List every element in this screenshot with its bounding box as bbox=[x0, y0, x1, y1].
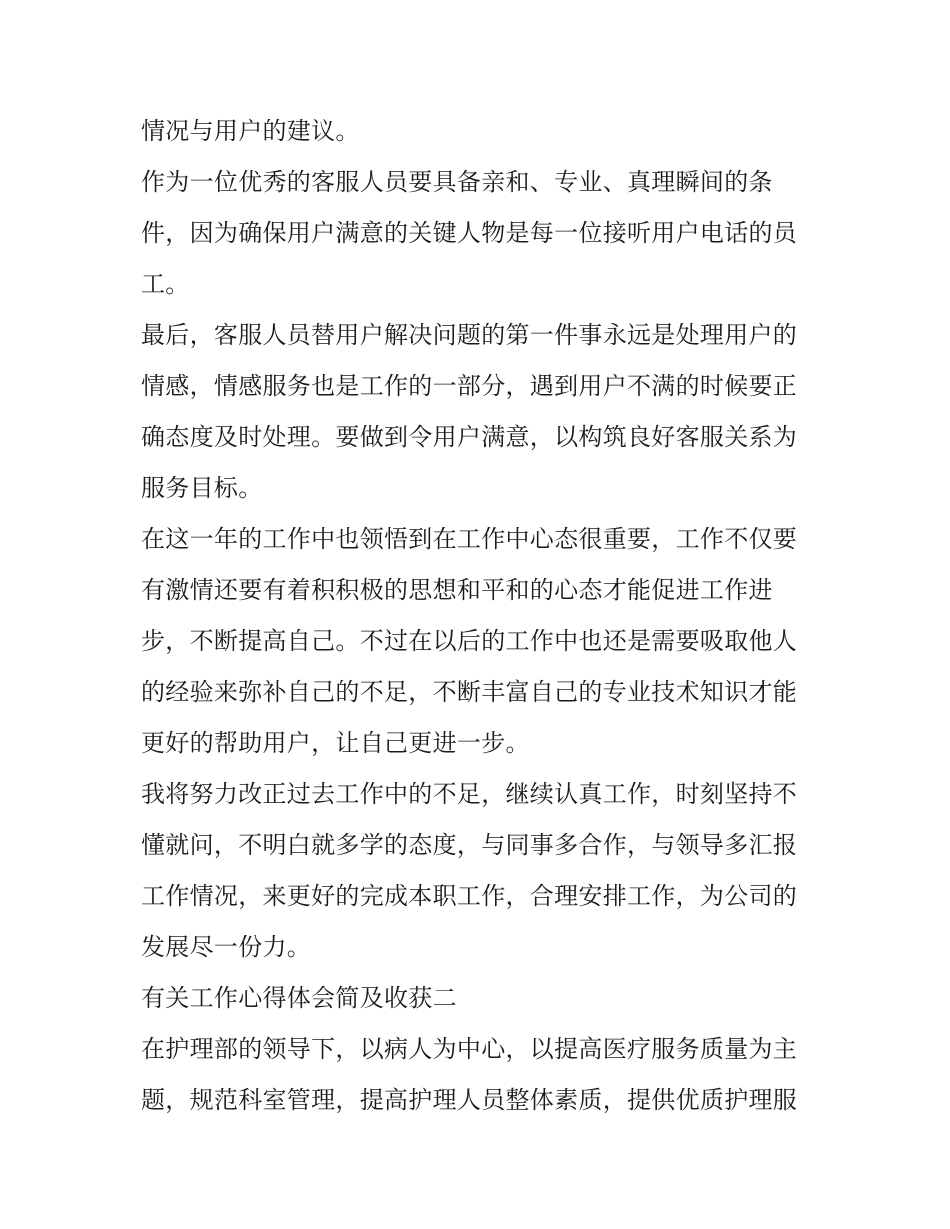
text-line: 件，因为确保用户满意的关键人物是每一位接听用户电话的员 bbox=[141, 219, 798, 247]
text-line: 更好的帮助用户，让自己更进一步。 bbox=[141, 729, 530, 757]
text-line: 服务目标。 bbox=[141, 474, 263, 502]
text-line: 步，不断提高自己。不过在以后的工作中也还是需要吸取他人 bbox=[141, 627, 798, 655]
text-line: 情感，情感服务也是工作的一部分，遇到用户不满的时候要正 bbox=[141, 372, 798, 400]
text-line: 题，规范科室管理，提高护理人员整体素质，提供优质护理服 bbox=[141, 1086, 798, 1114]
text-line: 在这一年的工作中也领悟到在工作中心态很重要，工作不仅要 bbox=[141, 525, 798, 553]
text-line: 工作情况，来更好的完成本职工作，合理安排工作，为公司的 bbox=[141, 882, 798, 910]
text-line: 工。 bbox=[141, 270, 190, 298]
text-line: 确态度及时处理。要做到令用户满意，以构筑良好客服关系为 bbox=[141, 423, 798, 451]
text-line: 的经验来弥补自己的不足，不断丰富自己的专业技术知识才能 bbox=[141, 678, 798, 706]
text-line: 发展尽一份力。 bbox=[141, 933, 312, 961]
text-line: 在护理部的领导下，以病人为中心，以提高医疗服务质量为主 bbox=[141, 1035, 798, 1063]
section-heading: 有关工作心得体会简及收获二 bbox=[141, 984, 457, 1012]
text-line: 情况与用户的建议。 bbox=[141, 117, 360, 145]
text-line: 有激情还要有着积积极的思想和平和的心态才能促进工作进 bbox=[141, 576, 773, 604]
text-line: 懂就问，不明白就多学的态度，与同事多合作，与领导多汇报 bbox=[141, 831, 798, 859]
text-line: 我将努力改正过去工作中的不足，继续认真工作，时刻坚持不 bbox=[141, 780, 798, 808]
document-body bbox=[141, 106, 811, 1126]
text-line: 最后，客服人员替用户解决问题的第一件事永远是处理用户的 bbox=[141, 321, 798, 349]
text-line: 作为一位优秀的客服人员要具备亲和、专业、真理瞬间的条 bbox=[141, 168, 773, 196]
